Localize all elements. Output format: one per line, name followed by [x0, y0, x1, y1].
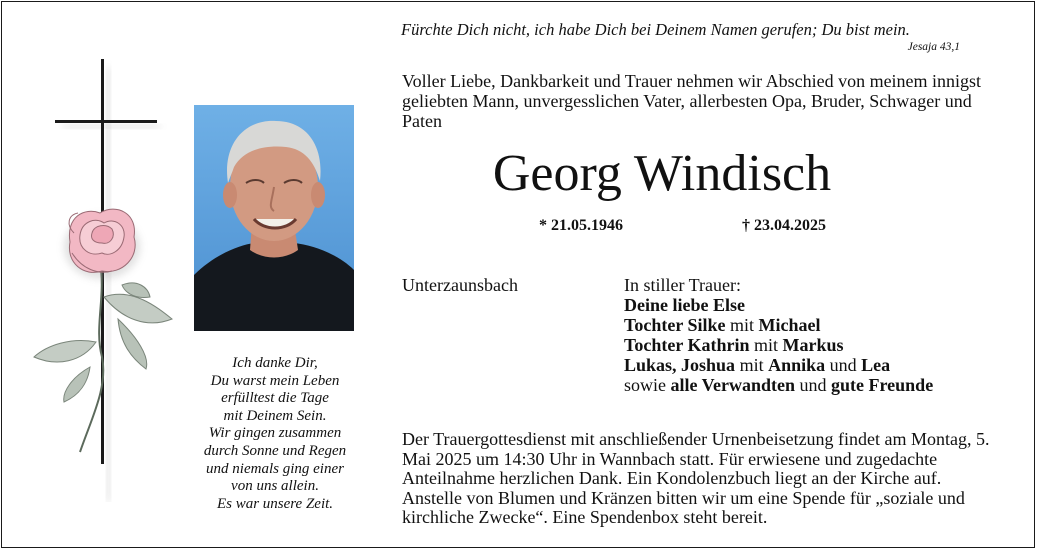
mourner-name: Tochter Silke: [624, 315, 726, 335]
mourners-heading: In stiller Trauer:: [624, 275, 741, 295]
death-date: † 23.04.2025: [742, 217, 826, 234]
connector-text: mit: [735, 355, 769, 375]
mourner-name: gute Freunde: [831, 375, 934, 395]
bible-quote: Fürchte Dich nicht, ich habe Dich bei Deinem Namen gerufen; Du bist mein.: [401, 20, 910, 39]
portrait-illustration: [194, 105, 354, 331]
poem-line: Du warst mein Leben: [210, 372, 340, 389]
mourner-name: Michael: [758, 315, 821, 335]
mourner-name: alle Verwandten: [670, 375, 796, 395]
mourner-name: Markus: [782, 335, 844, 355]
mourner-name: Tochter Kathrin: [624, 335, 750, 355]
mourner-name: Lea: [861, 355, 891, 375]
connector-text: mit: [749, 335, 783, 355]
poem: [180, 355, 370, 513]
poem-line: Ich danke Dir,: [232, 355, 318, 371]
connector-text: und: [825, 355, 862, 375]
connector-text: sowie: [624, 375, 671, 395]
poem-line: von uns allein.: [231, 478, 319, 495]
mourner-line: [624, 335, 933, 355]
poem-line: erfülltest die Tage: [221, 390, 329, 407]
cross-with-rose-icon: [22, 57, 192, 502]
poem-line: Es war unsere Zeit.: [216, 495, 334, 512]
portrait-photo: [194, 105, 354, 331]
mourners-list: [624, 275, 933, 395]
mourner-name: Annika: [768, 355, 826, 375]
poem-line: Wir gingen zusammen: [208, 425, 342, 442]
poem-line: durch Sonne und Regen: [203, 442, 347, 459]
connector-text: und: [795, 375, 832, 395]
deceased-name: Georg Windisch: [492, 145, 832, 202]
hometown: Unterzaunsbach: [402, 275, 518, 295]
mourner-line: [624, 355, 933, 375]
bible-reference: Jesaja 43,1: [907, 41, 960, 53]
poem-line: und niemals ging einer: [206, 460, 344, 477]
funeral-notice: Der Trauergottesdienst mit anschließender Urnenbeisetzung findet am Montag, 5. Mai 2025 um 14:30 Uhr in Wannbach statt. Für erwiesene und zugedachte Anteilnahme herzlichen Dank. Ein Kondolenzbuch liegt an der Kirche auf. Anstelle von Blumen und Kränzen bitten wir um eine Spende für „soziale und kirchliche Zwecke“. Eine Spendenbox steht bereit.: [402, 429, 990, 527]
mourner-name: Deine liebe Else: [624, 295, 745, 315]
mourner-line: [624, 315, 933, 335]
birth-date: * 21.05.1946: [539, 217, 623, 234]
mourner-name: Lukas, Joshua: [624, 355, 736, 375]
connector-text: mit: [725, 315, 759, 335]
mourner-line: [624, 375, 933, 395]
intro-text: Voller Liebe, Dankbarkeit und Trauer nehmen wir Abschied von meinem innigst geliebten Mann, unvergesslichen Vater, allerbesten Opa, Bruder, Schwager und Paten: [402, 71, 982, 131]
obituary-card: [1, 1, 1035, 548]
mourner-line: [624, 295, 933, 315]
poem-line: mit Deinem Sein.: [223, 407, 327, 424]
